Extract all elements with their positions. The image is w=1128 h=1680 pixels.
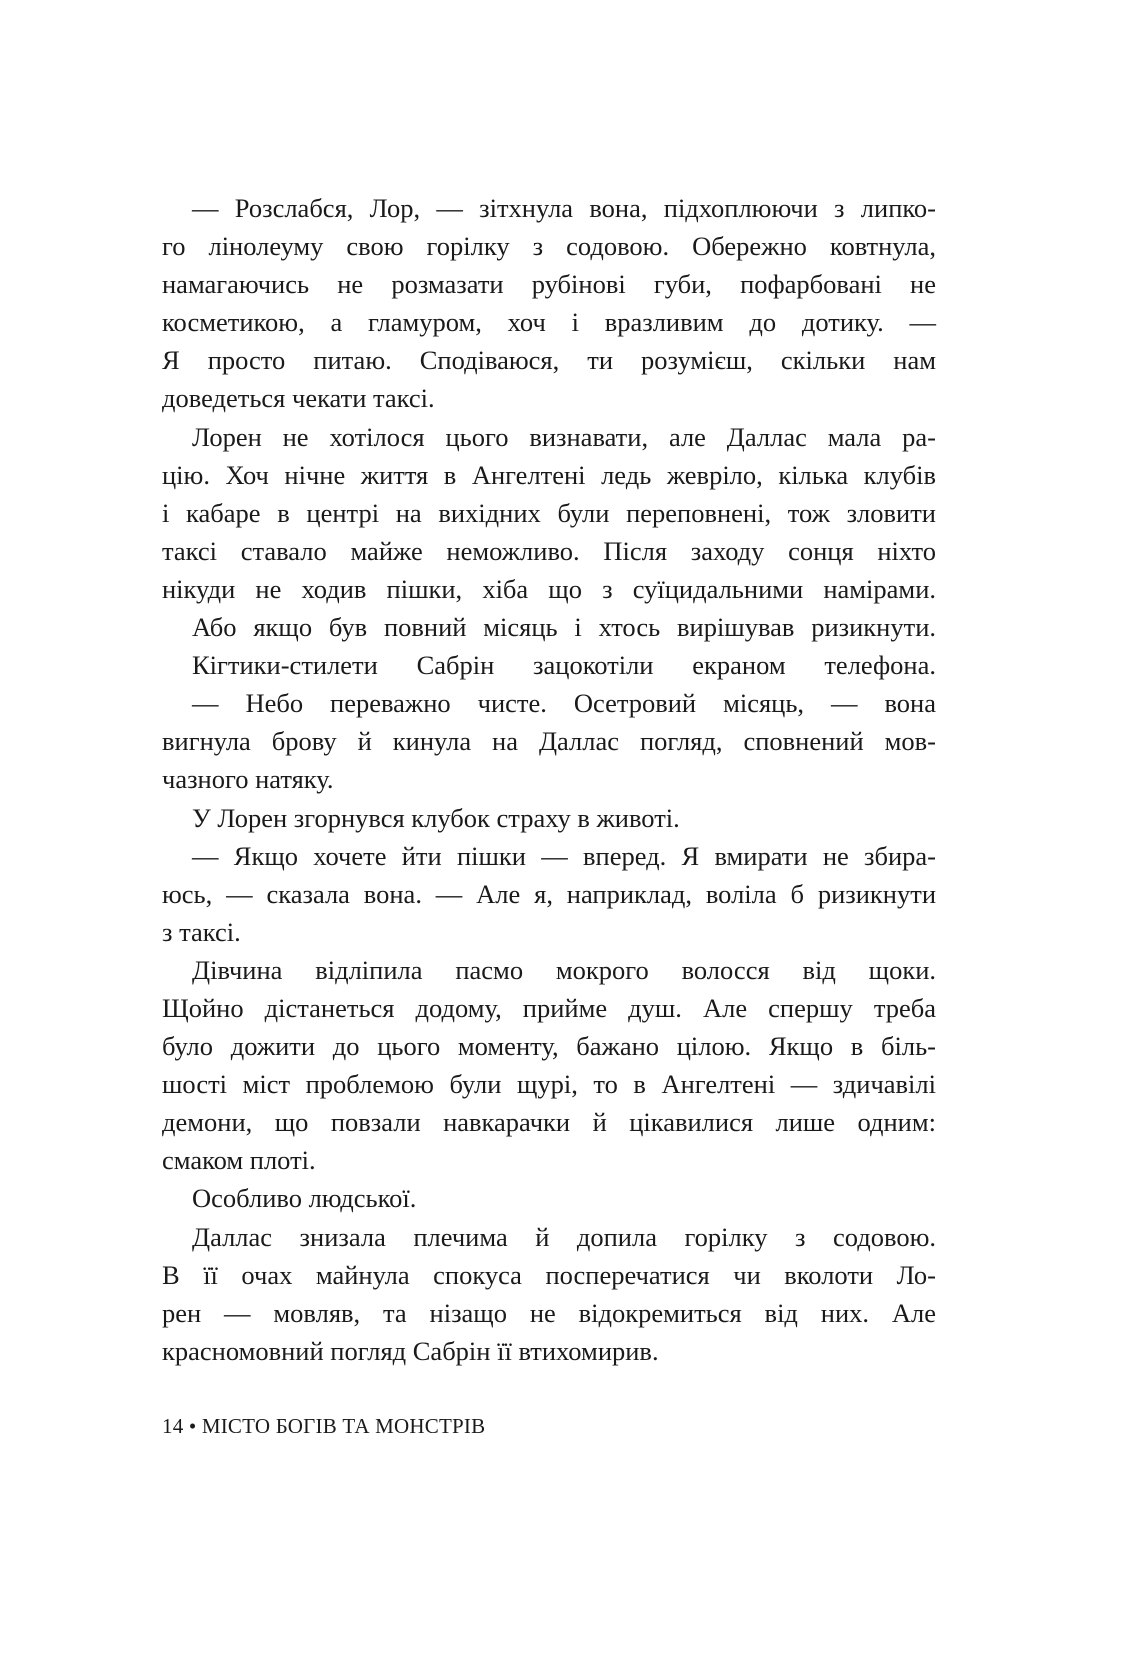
text-line: вигнула брову й кинула на Даллас погляд, сповнений мов- [162, 726, 936, 757]
text-line: Щойно дістанеться додому, прийме душ. Але спершу треба [162, 992, 936, 1023]
text-line: Даллас знизала плечима й допила горілку з содовою. [192, 1221, 936, 1252]
text-line: чазного натяку. [162, 764, 334, 795]
text-line: — Небо переважно чисте. Осетровий місяць, — вона [192, 688, 936, 719]
text-line: юсь, — сказала вона. — Але я, наприклад, воліла б ризикнути [162, 878, 936, 909]
text-line: рен — мовляв, та нізащо не відокремиться від них. Але [162, 1297, 936, 1328]
text-line: Дівчина відліпила пасмо мокрого волосся від щоки. [192, 954, 936, 985]
text-line: — Якщо хочете йти пішки — вперед. Я вмирати не збира- [192, 840, 936, 871]
running-footer: 14 • МІСТО БОГІВ ТА МОНСТРІВ [162, 1414, 486, 1438]
text-line: нікуди не ходив пішки, хіба що з суїцидальними намірами. [162, 573, 936, 604]
page-body-text [162, 189, 936, 1370]
text-line: шості міст проблемою були щурі, то в Ангелтені — здичавілі [162, 1069, 936, 1100]
text-line: з таксі. [162, 916, 241, 947]
text-line: косметикою, а гламуром, хоч і вразливим до дотику. — [162, 307, 936, 338]
text-line: Я просто питаю. Сподіваюся, ти розумієш, скільки нам [162, 345, 936, 376]
text-line: цію. Хоч нічне життя в Ангелтені ледь жевріло, кілька клубів [162, 459, 936, 490]
text-line: доведеться чекати таксі. [162, 383, 435, 414]
text-line: — Розслабся, Лор, — зітхнула вона, підхоплюючи з липко- [192, 193, 936, 223]
text-line: смаком плоті. [162, 1145, 316, 1176]
text-line: таксі ставало майже неможливо. Після заходу сонця ніхто [162, 535, 936, 566]
text-line: Або якщо був повний місяць і хтось вирішував ризикнути. [192, 612, 936, 643]
text-line: Кігтики-стилети Сабрін зацокотіли екраном телефона. [192, 650, 936, 681]
text-line: було дожити до цього моменту, бажано цілою. Якщо в біль- [162, 1031, 936, 1062]
text-line: В її очах майнула спокуса посперечатися чи вколоти Ло- [162, 1259, 936, 1290]
text-line: го лінолеуму свою горілку з содовою. Обережно ковтнула, [162, 231, 936, 262]
text-line: красномовний погляд Сабрін її втихомирив. [162, 1335, 659, 1366]
text-line: Особливо людської. [192, 1183, 417, 1214]
text-line: Лорен не хотілося цього визнавати, але Даллас мала ра- [192, 421, 936, 452]
text-line: У Лорен згорнувся клубок страху в животі. [192, 802, 680, 833]
text-line: демони, що повзали навкарачки й цікавилися лише одним: [162, 1107, 936, 1138]
text-line: і кабаре в центрі на вихідних були переповнені, тож зловити [162, 497, 936, 528]
text-line: намагаючись не розмазати рубінові губи, пофарбовані не [162, 269, 936, 300]
